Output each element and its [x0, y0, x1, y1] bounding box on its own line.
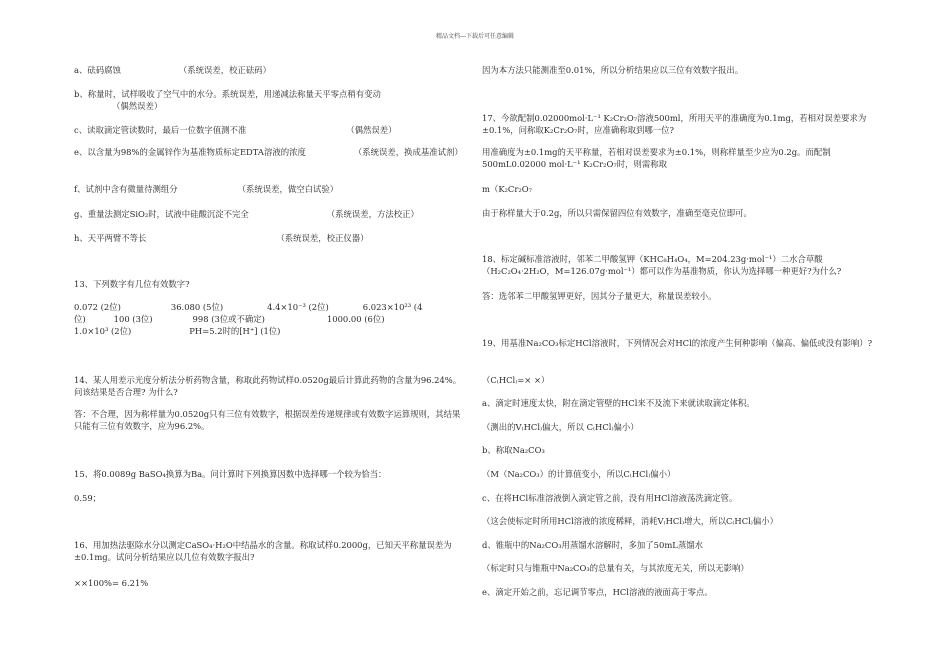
q13-row-3: 1.0×10³ (2位) PH=5.2时的[H⁺] (1位) [74, 326, 281, 336]
q19-item-c-answer: （这会使标定时所用HCl溶液的浓度稀释，消耗V₍HCl₎增大，所以C₍HCl₎偏小） [482, 516, 778, 526]
answer-14: 答：不合理，因为称样量为0.0520g只有三位有效数字，根据误差传递规律或有效数字运算规则，其结果只能有三位有效数字，应为96.2%。 [74, 409, 461, 431]
q19-item-d: d、锥瓶中的Na₂CO₃用蒸馏水溶解时，多加了50mL蒸馏水 [482, 540, 703, 550]
question-14: 14、某人用差示光度分析法分析药物含量，称取此药物试样0.0520g最后计算此药物的含量为96.24%。问该结果是否合理? 为什么? [74, 375, 462, 397]
question-16: 16、用加热法驱除水分以测定CaSO₄·H₂O中结晶水的含量。称取试样0.2000g，已知天平称量误差为±0.1mg。试问分析结果应以几位有效数字报出? [74, 540, 452, 562]
q19-item-b-answer: （M（Na₂CO₃）的计算值变小，所以C₍HCl₎偏小） [482, 469, 676, 479]
right-top-line: 因为本方法只能测准至0.01%，所以分析结果应以三位有效数字报出。 [482, 65, 744, 75]
answer-17-line-1: 用准确度为±0.1mg的天平称量，若相对误差要求为±0.1%，则称样量至少应为0.2g。而配制500mL0.02000 mol·L⁻¹ K₂Cr₂O₇时，则需称取 [482, 147, 831, 169]
question-15: 15、将0.0089g BaSO₄换算为Ba。问计算时下列换算因数中选择哪一个较为恰当： [74, 469, 387, 479]
answer-17-line-2: m（K₂Cr₂O₇ [482, 184, 532, 194]
q19-item-a: a、滴定时速度太快，附在滴定管壁的HCl来不及流下来就读取滴定体积。 [482, 398, 755, 408]
question-19: 19、用基准Na₂CO₃标定HCl溶液时，下列情况会对HCl的浓度产生何种影响（偏高、偏低或没有影响）? [482, 338, 873, 348]
item-b-note: （偶然误差） [112, 101, 163, 111]
item-f: f、试剂中含有微量待测组分 （系统误差，做空白试验） [74, 184, 339, 194]
item-e: e、以含量为98%的金属锌作为基准物质标定EDTA溶液的浓度 （系统误差，换成基准试剂） [74, 147, 463, 157]
q19-item-a-answer: （测出的V₍HCl₎偏大，所以 C₍HCl₎偏小） [482, 422, 639, 432]
question-17: 17、今欲配制0.02000mol·L⁻¹ K₂Cr₂O₇溶液500ml，所用天平的准确度为0.1mg，若相对误差要求为±0.1%，问称取K₂Cr₂O₇时，应准确称取到哪一位? [482, 113, 867, 135]
q19-item-e: e、滴定开始之前，忘记调节零点，HCl溶液的液面高于零点。 [482, 587, 713, 597]
answer-16: ××100%= 6.21% [74, 578, 149, 588]
item-a: a、砝码腐蚀 （系统误差，校正砝码） [74, 65, 271, 75]
question-13: 13、下列数字有几位有效数字? [74, 279, 190, 289]
item-c: c、读取滴定管读数时，最后一位数字值测不准 （偶然误差） [74, 125, 397, 135]
answer-15: 0.59； [74, 493, 102, 503]
q13-row-2: 位) 100 (3位) 998 (3位或不确定) 1000.00 (6位) [74, 314, 385, 324]
q19-item-c: c、在将HCl标准溶液倒入滴定管之前，没有用HCl溶液荡洗滴定管。 [482, 493, 738, 503]
item-b: b、称量时，试样吸收了空气中的水分。系统误差，用递减法称量天平零点稍有变动 [74, 89, 381, 99]
q19-item-b: b、称取Na₂CO₃ [482, 445, 545, 455]
q19-formula: （C₍HCl₎=× ×） [482, 375, 550, 385]
q19-item-d-answer: （标定时只与锥瓶中Na₂CO₃的总量有关，与其浓度无关，所以无影响） [482, 563, 749, 573]
q13-row-1: 0.072 (2位) 36.080 (5位) 4.4×10⁻³ (2位) 6.023×10²³ (4 [74, 302, 423, 312]
question-18: 18、标定碱标准溶液时，邻苯二甲酸氢钾（KHC₈H₄O₄，M=204.23g·mol⁻¹）二水合草酸（H₂C₂O₄·2H₂O，M=126.07g·mol⁻¹）都可以作为基准物质，你认为选择哪一种更好?为什么? [482, 254, 842, 276]
item-h: h、天平两臂不等长 （系统误差，校正仪器） [74, 233, 369, 243]
page-header: 精品文档---下载后可任意编辑 [435, 33, 515, 40]
answer-17-line-3: 由于称样量大于0.2g，所以只需保留四位有效数字，准确至毫克位即可。 [482, 208, 752, 218]
item-g: g、重量法测定SiO₂时，试液中硅酸沉淀不完全 （系统误差，方法校正） [74, 209, 419, 219]
answer-18: 答：选邻苯二甲酸氢钾更好，因其分子量更大，称量误差较小。 [482, 291, 717, 301]
